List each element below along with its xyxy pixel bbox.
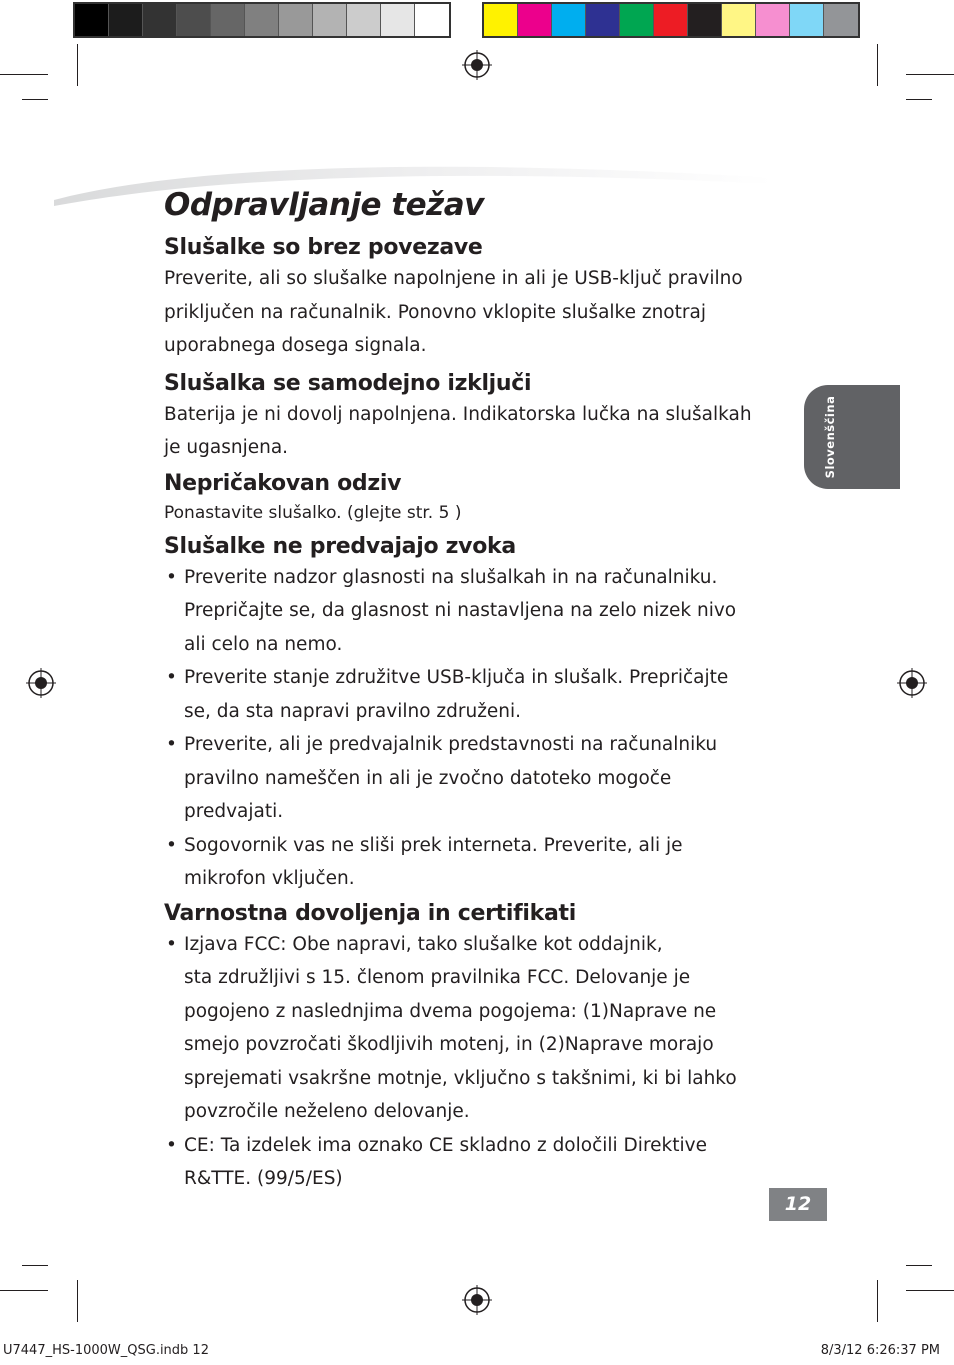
color-swatch — [245, 4, 279, 36]
section-heading: Slušalke ne predvajajo zvoka — [164, 533, 516, 559]
crop-mark — [906, 1290, 954, 1291]
crop-mark — [906, 74, 954, 75]
color-swatch — [313, 4, 347, 36]
bullet-list — [164, 928, 774, 1196]
date-slug: 8/3/12 6:26:37 PM — [820, 1343, 940, 1358]
language-tab-label: Slovenščina — [823, 395, 837, 479]
section-text: Baterija je ni dovolj napolnjena. Indikatorska lučka na slušalkah je ugasnjena. — [164, 403, 752, 458]
list-item: • Izjava FCC: Obe napravi, tako slušalke kot oddajnik, sta združljivi s 15. členom pravilnika FCC. Delovanje je pogojeno z naslednjima dvema pogojema: (1)Naprave ne smejo povzročati škodljivih motenj, in (2)Naprave morajo sprejemati vsakršne motnje, vključno s takšnimi, ki bi lahko povzročile neželeno delovanje. — [166, 933, 737, 1122]
page-number: 12 — [769, 1188, 827, 1221]
color-swatch — [552, 4, 586, 36]
color-swatch — [688, 4, 722, 36]
color-swatch — [279, 4, 313, 36]
registration-mark-icon — [462, 1285, 492, 1315]
color-swatch — [620, 4, 654, 36]
color-swatch — [177, 4, 211, 36]
page-title: Odpravljanje težav — [164, 187, 484, 223]
color-swatch — [790, 4, 824, 36]
language-tab — [804, 385, 900, 489]
color-swatch — [722, 4, 756, 36]
section-unexpected-response — [164, 470, 774, 528]
crop-mark — [906, 1265, 932, 1266]
color-swatch — [518, 4, 552, 36]
list-item: • Preverite, ali je predvajalnik predstavnosti na računalniku pravilno nameščen in ali je zvočno datoteko mogoče predvajati. — [166, 734, 718, 822]
section-certifications — [164, 900, 774, 1196]
section-heading: Nepričakovan odziv — [164, 470, 402, 496]
color-swatch — [347, 4, 381, 36]
list-item: • Sogovornik vas ne sliši prek interneta. Preverite, ali je mikrofon vključen. — [166, 834, 683, 889]
section-auto-off — [164, 370, 774, 465]
registration-mark-icon — [26, 668, 56, 698]
registration-mark-icon — [897, 668, 927, 698]
crop-mark — [22, 99, 48, 100]
list-item: • Preverite nadzor glasnosti na slušalkah in na računalniku. Prepričajte se, da glasnost ni nastavljena na zelo nizek nivo ali celo na nemo. — [166, 566, 737, 655]
section-no-connection — [164, 234, 774, 363]
process-color-bar — [482, 2, 860, 38]
bullet-list — [164, 561, 774, 896]
file-slug: U7447_HS-1000W_QSG.indb 12 — [3, 1343, 209, 1358]
section-no-sound — [164, 533, 774, 896]
color-swatch — [381, 4, 415, 36]
main-content — [164, 186, 774, 1196]
color-swatch — [824, 4, 858, 36]
section-heading: Slušalke so brez povezave — [164, 235, 483, 260]
list-item: • Preverite stanje združitve USB-ključa in slušalk. Prepričajte se, da sta napravi pravilno združeni. — [166, 667, 729, 722]
color-swatch — [143, 4, 177, 36]
color-swatch — [586, 4, 620, 36]
registration-mark-icon — [462, 50, 492, 80]
color-swatch — [211, 4, 245, 36]
crop-mark — [0, 74, 48, 75]
color-swatch — [109, 4, 143, 36]
section-text: Ponastavite slušalko. (glejte str. 5 ) — [164, 502, 462, 523]
section-heading: Slušalka se samodejno izključi — [164, 370, 532, 396]
crop-mark — [877, 1280, 878, 1322]
color-swatch — [484, 4, 518, 36]
color-swatch — [75, 4, 109, 36]
section-text: Preverite, ali so slušalke napolnjene in ali je USB-ključ pravilno priključen na računalnik. Ponovno vklopite slušalke znotraj uporabnega dosega signala. — [164, 268, 743, 356]
color-swatch — [654, 4, 688, 36]
crop-mark — [0, 1290, 48, 1291]
crop-mark — [77, 1280, 78, 1322]
crop-mark — [906, 99, 932, 100]
color-swatch — [415, 4, 449, 36]
crop-mark — [22, 1265, 48, 1266]
crop-mark — [77, 44, 78, 86]
crop-mark — [877, 44, 878, 86]
gray-color-bar — [73, 2, 451, 38]
list-item: • CE: Ta izdelek ima oznako CE skladno z določili Direktive R&TTE. (99/5/ES) — [166, 1134, 707, 1189]
color-swatch — [756, 4, 790, 36]
section-heading: Varnostna dovoljenja in certifikati — [164, 900, 576, 926]
